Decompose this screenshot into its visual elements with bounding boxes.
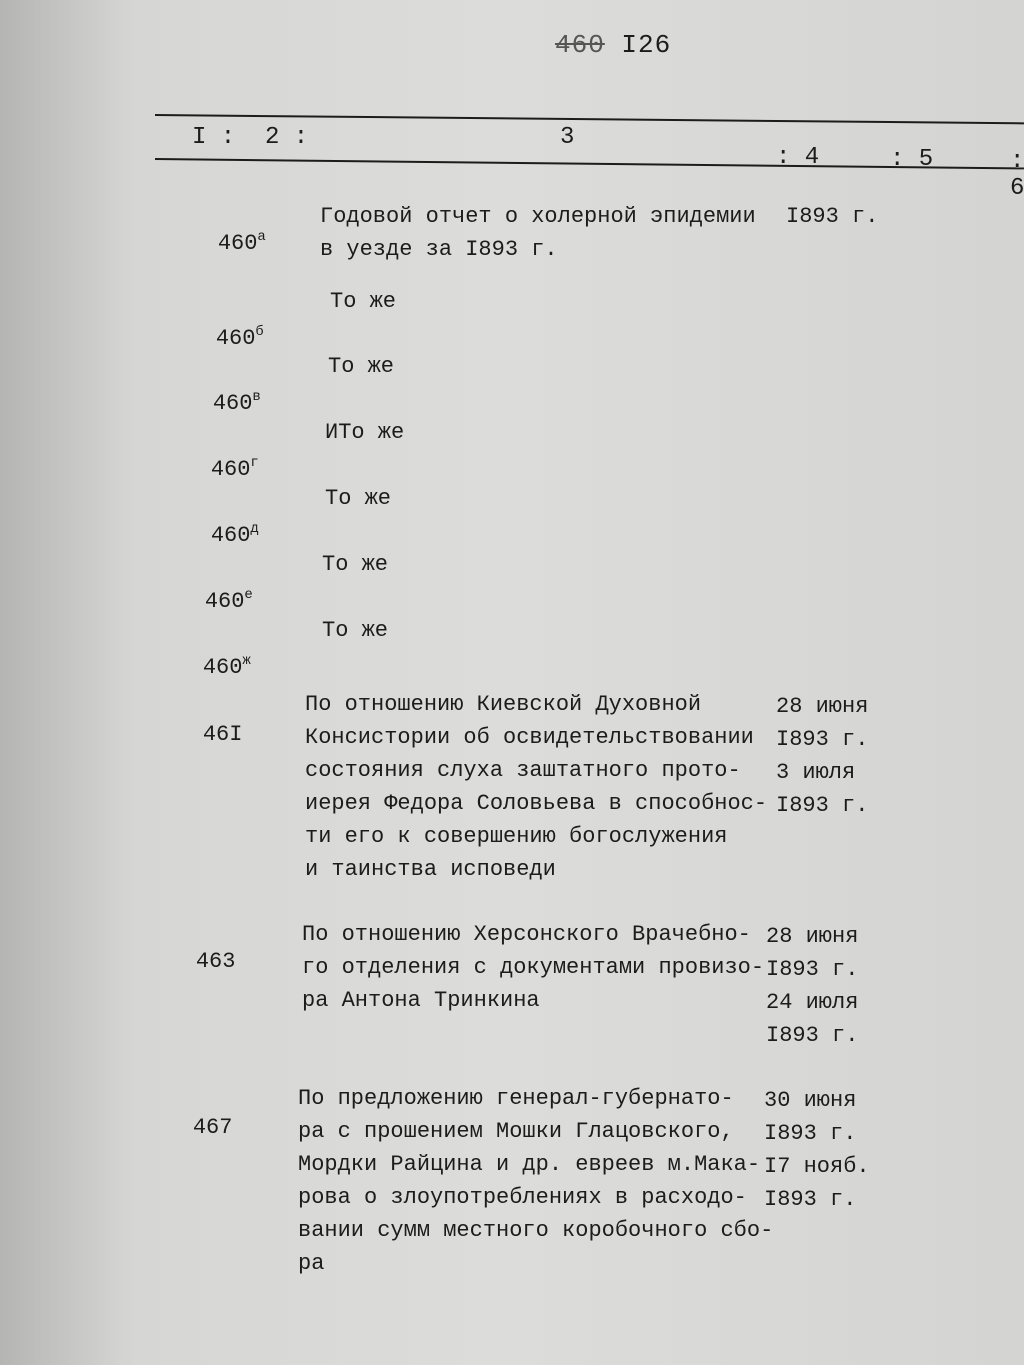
header-rule-top bbox=[155, 114, 1024, 124]
entry-title: То же bbox=[330, 289, 397, 314]
entry-dates: 30 июня I893 г. I7 нояб. I893 г. bbox=[764, 1088, 870, 1212]
entry-dates: 28 июня I893 г. 24 июля I893 г. bbox=[766, 924, 859, 1048]
entry-number: $460^г$ bbox=[210, 455, 259, 482]
entry-title: То же bbox=[325, 486, 392, 511]
entry-number: 463 bbox=[195, 949, 236, 974]
column-header-6: : 6 bbox=[1010, 148, 1024, 202]
entry-title: ИТо же bbox=[325, 420, 405, 445]
entry-title: Годовой отчет о холерной эпидемии в уезде за I893 г. bbox=[320, 204, 756, 262]
entry-title: По отношению Херсонского Врачебно- го отделения с документами провизо- ра Антона Тринкина bbox=[302, 922, 765, 1013]
column-header-2: 2 : bbox=[265, 124, 309, 151]
column-header-3: 3 bbox=[560, 124, 575, 151]
column-header-4: : 4 bbox=[776, 144, 820, 171]
entry-number: $460^в$ bbox=[212, 389, 261, 416]
current-page-number: I26 bbox=[621, 30, 672, 60]
page-number bbox=[555, 30, 671, 60]
entry-title: То же bbox=[322, 618, 389, 643]
entry-number: $460^а$ bbox=[217, 229, 266, 256]
entry-title: То же bbox=[322, 552, 389, 577]
entry-number: $460^ж$ bbox=[202, 653, 251, 680]
binding-shadow bbox=[0, 0, 140, 1365]
old-page-number: 460 bbox=[555, 30, 605, 60]
entry-number: $460^б$ bbox=[215, 324, 264, 351]
entry-dates: I893 г. bbox=[786, 204, 879, 229]
column-header-5: : 5 bbox=[890, 146, 934, 173]
entry-number: $460^е$ bbox=[204, 587, 253, 614]
column-header-1: I : bbox=[192, 124, 236, 151]
entry-number: $460^д$ bbox=[210, 521, 259, 548]
entry-number: 46I bbox=[202, 722, 243, 747]
entry-title: По отношению Киевской Духовной Консистории об освидетельствовании состояния слуха заштатного прото- иерея Федора Соловьева в способнос- ти его к совершению богослужения и таинства исповеди bbox=[305, 692, 768, 882]
entry-number: 467 bbox=[192, 1115, 233, 1140]
entry-title: То же bbox=[328, 354, 395, 379]
entry-dates: 28 июня I893 г. 3 июля I893 г. bbox=[776, 694, 869, 818]
entry-title: По предложению генерал-губернато- ра с прошением Мошки Глацовского, Мордки Райцина и др. евреев м.Мака- рова о злоупотреблениях в расходо- вании сумм местного коробочного сбо- ра bbox=[298, 1086, 774, 1276]
